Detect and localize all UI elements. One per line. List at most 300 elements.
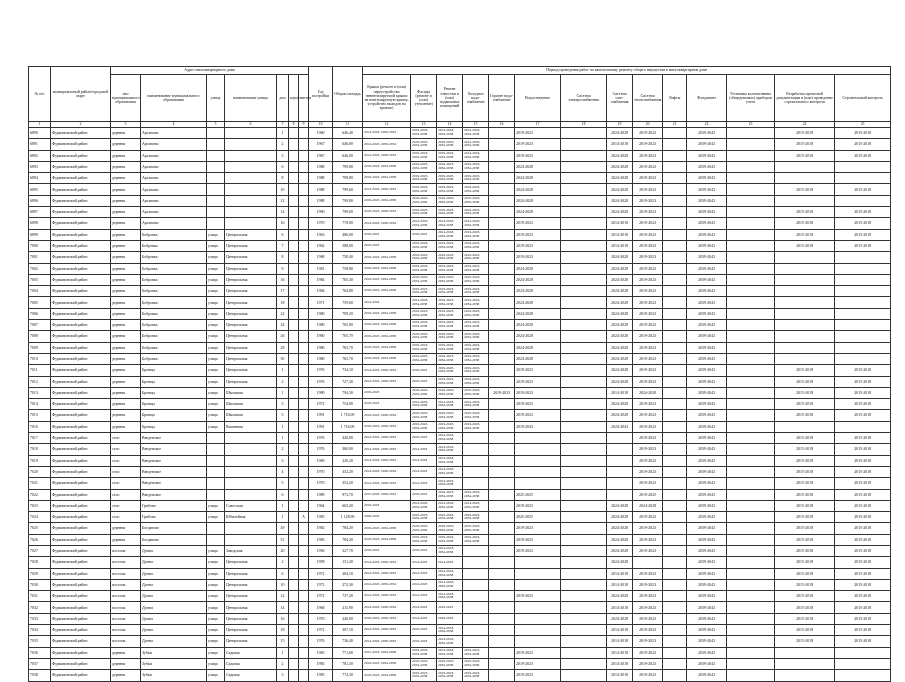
cell-col-5: улица	[207, 308, 225, 319]
cell-col-12: 2019-2023, 2034-2038	[363, 670, 411, 681]
cell-col-12: 2014-2018, 2030-2034	[363, 139, 411, 150]
cell-col-21	[663, 139, 687, 150]
cell-col-7: 6	[277, 489, 289, 500]
table-row	[29, 342, 891, 353]
cell-col-4: Бобровка	[141, 342, 207, 353]
table-row	[29, 139, 891, 150]
cell-col-11: 727,30	[333, 376, 363, 387]
cell-col-16	[489, 308, 515, 319]
cell-col-24: 2015-2018	[775, 625, 835, 636]
cell-col-10: 1967	[309, 139, 333, 150]
cell-col-25: 2015-2018	[835, 229, 891, 240]
cell-col-3: деревня	[111, 150, 141, 161]
cell-col-7: 3	[277, 455, 289, 466]
cell-col-24	[775, 286, 835, 297]
cell-col-1: 6892	[29, 150, 51, 161]
cell-col-3: деревня	[111, 353, 141, 364]
cell-col-19: 2024-2028	[607, 376, 633, 387]
cell-col-11: 588,00	[333, 240, 363, 251]
cell-col-12: 2014-2018, 2030-2034	[363, 557, 411, 568]
cell-col-3: деревня	[111, 387, 141, 398]
cell-col-1: 7030	[29, 579, 51, 590]
cell-col-22: 2039-2043	[687, 455, 727, 466]
cell-col-16	[489, 455, 515, 466]
schedule-table	[28, 66, 891, 682]
cell-col-8	[289, 139, 299, 150]
cell-col-14: 2019-2023, 2034-2038	[437, 274, 463, 285]
cell-col-10: 1980	[309, 331, 333, 342]
cell-col-16: 2019-2023	[489, 387, 515, 398]
col-header-9: литера	[299, 75, 309, 122]
cell-col-16	[489, 342, 515, 353]
cell-col-8	[289, 365, 299, 376]
cell-col-2: Фурмановский район	[51, 229, 111, 240]
cell-col-2: Фурмановский район	[51, 161, 111, 172]
cell-col-18	[561, 433, 607, 444]
cell-col-9	[299, 489, 309, 500]
cell-col-25: 2015-2018	[835, 433, 891, 444]
cell-col-1: 6899	[29, 229, 51, 240]
cell-col-17: 2019-2023	[515, 591, 561, 602]
cell-col-19	[607, 433, 633, 444]
cell-col-23	[727, 591, 775, 602]
cell-col-5: улица	[207, 658, 225, 669]
cell-col-13: 2014-2018	[411, 613, 437, 624]
cell-col-19: 2024-2028	[607, 150, 633, 161]
cell-col-8	[289, 297, 299, 308]
cell-col-21	[663, 478, 687, 489]
cell-col-9	[299, 320, 309, 331]
cell-col-1: 7015	[29, 410, 51, 421]
cell-col-6: Вишневая	[225, 421, 277, 432]
cell-col-13: 2019-2023, 2034-2038	[411, 173, 437, 184]
cell-col-6: Центральная	[225, 342, 277, 353]
col-header-20: Система теплоснабжения	[633, 75, 663, 122]
cell-col-8	[289, 161, 299, 172]
cell-col-13: 2019-2023	[411, 545, 437, 556]
cell-col-8	[289, 489, 299, 500]
cell-col-16	[489, 297, 515, 308]
cell-col-10: 1980	[309, 353, 333, 364]
cell-col-24: 2015-2018	[775, 139, 835, 150]
cell-col-12: 2019-2023, 2030-2034	[363, 421, 411, 432]
cell-col-3: деревня	[111, 173, 141, 184]
cell-col-13: 2019-2023, 2034-2038	[411, 421, 437, 432]
cell-col-2: Фурмановский район	[51, 331, 111, 342]
cell-col-8	[289, 444, 299, 455]
cell-col-4: Архипово	[141, 195, 207, 206]
cell-col-8	[289, 218, 299, 229]
cell-col-13: 2019-2023, 2034-2038	[411, 207, 437, 218]
cell-col-23	[727, 636, 775, 647]
cell-col-11: 211,90	[333, 602, 363, 613]
cell-col-23	[727, 297, 775, 308]
cell-col-18	[561, 161, 607, 172]
cell-col-5: улица	[207, 636, 225, 647]
col-number-5: 5	[207, 122, 225, 128]
table-row	[29, 489, 891, 500]
cell-col-24: 2015-2018	[775, 489, 835, 500]
cell-col-11: 204,10	[333, 568, 363, 579]
cell-col-2: Фурмановский район	[51, 173, 111, 184]
cell-col-8	[289, 557, 299, 568]
cell-col-17: 2024-2028	[515, 263, 561, 274]
cell-col-10: 1982	[309, 523, 333, 534]
cell-col-20: 2019-2023	[633, 365, 663, 376]
cell-col-6: Центральная	[225, 613, 277, 624]
cell-col-17: 2024-2028	[515, 320, 561, 331]
table-body	[29, 128, 891, 682]
cell-col-25: 2015-2018	[835, 387, 891, 398]
cell-col-23	[727, 625, 775, 636]
cell-col-16	[489, 252, 515, 263]
cell-col-15	[463, 613, 489, 624]
cell-col-25: 2015-2018	[835, 218, 891, 229]
cell-col-18	[561, 308, 607, 319]
cell-col-8	[289, 184, 299, 195]
cell-col-13: 2019-2023, 2034-2038	[411, 195, 437, 206]
cell-col-20: 2019-2023	[633, 670, 663, 681]
cell-col-22: 2039-2043	[687, 545, 727, 556]
cell-col-20: 2019-2023	[633, 410, 663, 421]
cell-col-17: 2019-2023	[515, 128, 561, 139]
cell-col-10: 1976	[309, 636, 333, 647]
table-row	[29, 579, 891, 590]
cell-col-17: 2019-2023	[515, 365, 561, 376]
cell-col-3: деревня	[111, 320, 141, 331]
cell-col-12: 2014-2018, 2030-2034	[363, 579, 411, 590]
cell-col-5: улица	[207, 512, 225, 523]
col-header-11: Общая площадь	[333, 67, 363, 122]
cell-col-17: 2019-2023	[515, 252, 561, 263]
cell-col-3: деревня	[111, 229, 141, 240]
cell-col-7: 14	[277, 602, 289, 613]
cell-col-18	[561, 602, 607, 613]
col-header-19: Система газо-снабжения	[607, 75, 633, 122]
cell-col-18	[561, 636, 607, 647]
cell-col-2: Фурмановский район	[51, 320, 111, 331]
cell-col-15: 2014-2018, 2034-2038	[463, 399, 489, 410]
cell-col-12: 2019-2023, 2034-2038	[363, 523, 411, 534]
cell-col-11: 778,00	[333, 218, 363, 229]
cell-col-6	[225, 218, 277, 229]
cell-col-20: 2019-2023	[633, 636, 663, 647]
cell-col-8	[289, 331, 299, 342]
cell-col-6	[225, 433, 277, 444]
cell-col-24: 2015-2018	[775, 579, 835, 590]
cell-col-17: 2019-2023	[515, 376, 561, 387]
cell-col-13: 2019-2023	[411, 625, 437, 636]
cell-col-4: Бобровка	[141, 331, 207, 342]
table-row	[29, 353, 891, 364]
cell-col-24	[775, 670, 835, 681]
cell-col-2: Фурмановский район	[51, 670, 111, 681]
cell-col-13: 2014-2018	[411, 466, 437, 477]
cell-col-22: 2039-2043	[687, 342, 727, 353]
col-number-1: 1	[29, 122, 51, 128]
cell-col-20: 2019-2025	[633, 489, 663, 500]
cell-col-23	[727, 433, 775, 444]
cell-col-7: 10	[277, 184, 289, 195]
cell-col-9	[299, 613, 309, 624]
cell-col-15	[463, 557, 489, 568]
cell-col-21	[663, 240, 687, 251]
cell-col-12: 2019-2023	[363, 500, 411, 511]
cell-col-17: 2024-2028	[515, 184, 561, 195]
cell-col-6: Центральная	[225, 376, 277, 387]
cell-col-1: 6896	[29, 195, 51, 206]
cell-col-2: Фурмановский район	[51, 365, 111, 376]
cell-col-3: поселок	[111, 625, 141, 636]
cell-col-25: 2015-2018	[835, 625, 891, 636]
cell-col-12: 2014-2018, 2030-2034	[363, 444, 411, 455]
cell-col-10: 1980	[309, 342, 333, 353]
cell-col-24	[775, 647, 835, 658]
cell-col-3: деревня	[111, 195, 141, 206]
cell-col-21	[663, 195, 687, 206]
cell-col-25	[835, 421, 891, 432]
cell-col-17: 2024-2028	[515, 331, 561, 342]
cell-col-5	[207, 478, 225, 489]
cell-col-10: 1969	[309, 455, 333, 466]
table-row	[29, 308, 891, 319]
cell-col-23	[727, 557, 775, 568]
cell-col-21	[663, 523, 687, 534]
cell-col-7: 18	[277, 297, 289, 308]
cell-col-16	[489, 568, 515, 579]
cell-col-7: 49	[277, 523, 289, 534]
cell-col-7: 5	[277, 478, 289, 489]
cell-col-6: Школьная	[225, 410, 277, 421]
cell-col-6: Центральная	[225, 557, 277, 568]
cell-col-9	[299, 218, 309, 229]
cell-col-23	[727, 500, 775, 511]
cell-col-20: 2019-2022	[633, 161, 663, 172]
cell-col-5: улица	[207, 647, 225, 658]
cell-col-25	[835, 274, 891, 285]
cell-col-10: 1965	[309, 647, 333, 658]
cell-col-2: Фурмановский район	[51, 466, 111, 477]
cell-col-4: Архипово	[141, 173, 207, 184]
cell-col-17	[515, 466, 561, 477]
cell-col-16	[489, 534, 515, 545]
cell-col-4: Бобровка	[141, 286, 207, 297]
cell-col-1: 7018	[29, 444, 51, 455]
cell-col-24: 2015-2018	[775, 568, 835, 579]
cell-col-3: деревня	[111, 128, 141, 139]
cell-col-22: 2039-2043	[687, 658, 727, 669]
cell-col-13: 2014-2018	[411, 444, 437, 455]
cell-col-6: Центральная	[225, 591, 277, 602]
cell-col-19	[607, 489, 633, 500]
cell-col-17: 2019-2023	[515, 387, 561, 398]
cell-col-24: 2015-2018	[775, 229, 835, 240]
cell-col-19: 2024-2028	[607, 500, 633, 511]
cell-col-5: улица	[207, 421, 225, 432]
cell-col-21	[663, 568, 687, 579]
cell-col-13: 2019-2023, 2034-2038	[411, 410, 437, 421]
cell-col-9	[299, 240, 309, 251]
cell-col-7: 3	[277, 670, 289, 681]
col-header-2: муниципальный район/городской округ	[51, 67, 111, 122]
cell-col-14: 2014-2018, 2034-2038	[437, 229, 463, 240]
cell-col-1: 7035	[29, 636, 51, 647]
cell-col-10: 1976	[309, 433, 333, 444]
cell-col-14: 2019-2023, 2034-2038	[437, 670, 463, 681]
cell-col-17: 2024-2028	[515, 195, 561, 206]
cell-col-7: 20	[277, 545, 289, 556]
cell-col-19: 2014-2018	[607, 658, 633, 669]
cell-col-20: 2019-2023	[633, 421, 663, 432]
header-group-row	[29, 67, 891, 75]
cell-col-20: 2019-2023	[633, 240, 663, 251]
cell-col-22: 2039-2043	[687, 670, 727, 681]
cell-col-7: 22	[277, 308, 289, 319]
col-number-24: 24	[775, 122, 835, 128]
col-number-15: 15	[463, 122, 489, 128]
cell-col-25: 2015-2018	[835, 557, 891, 568]
col-number-25: 25	[835, 122, 891, 128]
cell-col-11: 737,20	[333, 591, 363, 602]
cell-col-25: 2015-2018	[835, 150, 891, 161]
cell-col-13: 2019-2023, 2034-2038	[411, 353, 437, 364]
cell-col-15: 2014-2018, 2034-2038	[463, 500, 489, 511]
cell-col-24: 2015-2018	[775, 591, 835, 602]
capital-repair-schedule-table	[28, 66, 890, 682]
cell-col-12: 2014-2018, 2030-2034	[363, 636, 411, 647]
cell-col-24: 2015-2018	[775, 444, 835, 455]
cell-col-19: 2014-2018	[607, 218, 633, 229]
cell-col-6: Заводская	[225, 545, 277, 556]
cell-col-21	[663, 342, 687, 353]
cell-col-19	[607, 444, 633, 455]
cell-col-8	[289, 658, 299, 669]
cell-col-1: 6895	[29, 184, 51, 195]
cell-col-16	[489, 557, 515, 568]
cell-col-16	[489, 184, 515, 195]
cell-col-5: улица	[207, 263, 225, 274]
cell-col-21	[663, 274, 687, 285]
cell-col-14: 2019-2023, 2034-2038	[437, 331, 463, 342]
cell-col-4: Бобровка	[141, 240, 207, 251]
table-row	[29, 365, 891, 376]
cell-col-6: Центральная	[225, 263, 277, 274]
cell-col-10: 1988	[309, 161, 333, 172]
cell-col-8	[289, 308, 299, 319]
cell-col-7: 1	[277, 647, 289, 658]
cell-col-9	[299, 410, 309, 421]
cell-col-22: 2039-2043	[687, 613, 727, 624]
cell-col-16	[489, 489, 515, 500]
cell-col-14: 2019-2023, 2034-2038	[437, 489, 463, 500]
cell-col-22: 2039-2043	[687, 500, 727, 511]
cell-col-22: 2039-2043	[687, 534, 727, 545]
cell-col-23	[727, 579, 775, 590]
cell-col-5	[207, 207, 225, 218]
cell-col-2: Фурмановский район	[51, 500, 111, 511]
cell-col-20: 2019-2023	[633, 579, 663, 590]
cell-col-3: село	[111, 500, 141, 511]
cell-col-10: 1984	[309, 286, 333, 297]
cell-col-11: 765,80	[333, 320, 363, 331]
col-header-22: Фундамент	[687, 75, 727, 122]
cell-col-1: 7026	[29, 534, 51, 545]
col-header-4: наименование муниципального образования	[141, 75, 207, 122]
cell-col-2: Фурмановский район	[51, 387, 111, 398]
cell-col-4: Бронцы	[141, 399, 207, 410]
cell-col-20: 2019-2023	[633, 625, 663, 636]
cell-col-12: 2014-2018, 2030-2034	[363, 455, 411, 466]
cell-col-18	[561, 557, 607, 568]
cell-col-8	[289, 478, 299, 489]
cell-col-1: 7006	[29, 308, 51, 319]
col-header-18: Система электроснабжения	[561, 75, 607, 122]
cell-col-12: 2019-2023, 2034-2038	[363, 353, 411, 364]
cell-col-1: 6897	[29, 207, 51, 218]
cell-col-22: 2039-2043	[687, 512, 727, 523]
cell-col-10: 1976	[309, 365, 333, 376]
cell-col-6	[225, 466, 277, 477]
table-row	[29, 252, 891, 263]
cell-col-11: 771,00	[333, 647, 363, 658]
cell-col-7: 1	[277, 512, 289, 523]
cell-col-14: 2014-2018, 2034-2038	[437, 218, 463, 229]
cell-col-6	[225, 523, 277, 534]
cell-col-4: Бронцы	[141, 387, 207, 398]
cell-col-2: Фурмановский район	[51, 286, 111, 297]
cell-col-13: 2019-2023, 2034-2038	[411, 308, 437, 319]
cell-col-12: 2014-2018, 2030-2034	[363, 602, 411, 613]
cell-col-9	[299, 274, 309, 285]
cell-col-11: 352,20	[333, 466, 363, 477]
cell-col-22: 2039-2043	[687, 320, 727, 331]
cell-col-24	[775, 252, 835, 263]
table-row	[29, 466, 891, 477]
cell-col-23	[727, 252, 775, 263]
cell-col-22: 2039-2043	[687, 128, 727, 139]
cell-col-16	[489, 263, 515, 274]
cell-col-9	[299, 647, 309, 658]
table-row	[29, 286, 891, 297]
cell-col-21	[663, 670, 687, 681]
cell-col-4: Думна	[141, 602, 207, 613]
cell-col-12: 2014-2018, 2030-2034	[363, 591, 411, 602]
cell-col-18	[561, 512, 607, 523]
cell-col-14: 2019-2023, 2034-2038	[437, 173, 463, 184]
cell-col-9	[299, 444, 309, 455]
cell-col-17: 2024-2028	[515, 207, 561, 218]
cell-col-19: 2024-2028	[607, 207, 633, 218]
cell-col-18	[561, 353, 607, 364]
cell-col-19: 2024-2028	[607, 399, 633, 410]
cell-col-3: деревня	[111, 331, 141, 342]
cell-col-16	[489, 150, 515, 161]
table-row	[29, 218, 891, 229]
cell-col-20: 2019-2023	[633, 331, 663, 342]
cell-col-4: Богданово	[141, 534, 207, 545]
cell-col-3: поселок	[111, 602, 141, 613]
col-header-12: Крыша (ремонт и (или) переустройство невентилируемой крыши на вентилируемую крышу, устройство выходов на кровлю)	[363, 75, 411, 122]
cell-col-11: 799,00	[333, 207, 363, 218]
cell-col-19: 2024-2028	[607, 286, 633, 297]
cell-col-17: 2019-2023	[515, 523, 561, 534]
cell-col-11: 663,20	[333, 500, 363, 511]
cell-col-19: 2024-2028	[607, 331, 633, 342]
cell-col-11: 799,80	[333, 195, 363, 206]
cell-col-4: Введенское	[141, 433, 207, 444]
table-row	[29, 320, 891, 331]
cell-col-14: 2019-2023, 2034-2038	[437, 195, 463, 206]
